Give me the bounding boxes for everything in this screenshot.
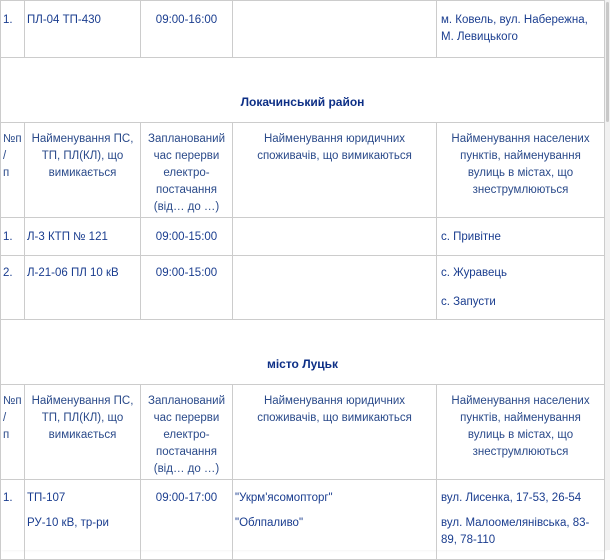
line-name (25, 480, 141, 560)
table-header-row (1, 385, 605, 480)
line-name: Л-3 КТП № 121 (25, 218, 141, 256)
line-name: Л-21-06 ПЛ 10 кВ (25, 256, 141, 320)
header-number (1, 385, 25, 480)
header-text: споживачів, що вимикаються (257, 150, 412, 162)
address-line: с. Запусти (441, 296, 496, 308)
header-address (437, 385, 605, 480)
header-text: Найменування населених (451, 133, 590, 145)
header-text: вулиць в містах, що (467, 167, 574, 179)
scrollbar-thumb[interactable] (606, 2, 609, 122)
header-text: ТП, ПЛ(КЛ), що (41, 412, 124, 424)
section-row (1, 58, 605, 123)
address-line: м. Ковель, вул. Набережна, (441, 14, 588, 26)
row-number: 1. (1, 1, 25, 58)
header-text: вимикається (48, 167, 117, 179)
consumer-name: "Укрм'ясомопторг" (235, 492, 333, 504)
header-line-name (25, 123, 141, 218)
header-text: знеструмлюються (472, 446, 569, 458)
outage-time: 09:00-17:00 (141, 480, 233, 560)
header-text: споживачів, що вимикаються (257, 412, 412, 424)
table-row (1, 218, 605, 256)
line-name-text: РУ-10 кВ, тр-ри (27, 517, 109, 529)
section-title: місто Луцьк (1, 320, 605, 385)
scrollbar[interactable] (605, 0, 610, 550)
header-text: (від… до …) (153, 201, 220, 213)
header-time (141, 385, 233, 480)
header-text: вулиць в містах, що (467, 429, 574, 441)
table-header-row (1, 123, 605, 218)
table-row (1, 256, 605, 320)
address-cell: с. Привітне (437, 218, 605, 256)
header-text: п (3, 429, 10, 441)
header-text: Запланований (148, 395, 225, 407)
line-name-text: ТП-107 (27, 492, 66, 504)
header-text: (від… до …) (153, 463, 220, 475)
header-line-name (25, 385, 141, 480)
header-text: електро- (163, 167, 210, 179)
header-text: пунктів, найменування (460, 412, 581, 424)
consumers-cell (233, 256, 437, 320)
section-title: Локачинський район (1, 58, 605, 123)
header-time (141, 123, 233, 218)
outage-time: 09:00-15:00 (141, 256, 233, 320)
row-number: 1. (1, 480, 25, 560)
header-text: час перерви (153, 150, 220, 162)
outage-time: 09:00-15:00 (141, 218, 233, 256)
address-line: вул. Лисенка, 17-53, 26-54 (441, 492, 582, 504)
header-text: п (3, 167, 10, 179)
outage-time: 09:00-16:00 (141, 1, 233, 58)
header-address (437, 123, 605, 218)
header-text: вимикається (48, 429, 117, 441)
consumers-cell (233, 218, 437, 256)
header-text: Запланований (148, 133, 225, 145)
address-line: с. Журавець (441, 267, 507, 279)
line-name: ПЛ-04 ТП-430 (25, 1, 141, 58)
table-row (1, 480, 605, 560)
address-line: М. Левицького (441, 31, 518, 43)
header-text: знеструмлюються (472, 184, 569, 196)
row-number: 2. (1, 256, 25, 320)
address-cell (437, 1, 605, 58)
section-row (1, 320, 605, 385)
header-text: пунктів, найменування (460, 150, 581, 162)
table-row (1, 1, 605, 58)
header-text: постачання (156, 446, 217, 458)
address-line: 89, 78-110 (441, 534, 496, 546)
consumer-name: "Облпаливо" (235, 517, 304, 529)
row-number: 1. (1, 218, 25, 256)
header-text: Найменування юридичних (263, 133, 406, 145)
address-line: вул. Малоомелянівська, 83- (441, 517, 590, 529)
header-text: постачання (156, 184, 217, 196)
consumers-cell (233, 1, 437, 58)
header-text: №п/ (3, 133, 22, 162)
header-text: Найменування населених (451, 395, 590, 407)
header-number (1, 123, 25, 218)
address-cell (437, 480, 605, 560)
address-cell (437, 256, 605, 320)
header-text: №п/ (3, 395, 22, 424)
header-text: час перерви (153, 412, 220, 424)
header-consumers (233, 123, 437, 218)
consumers-cell (233, 480, 437, 560)
header-text: електро- (163, 429, 210, 441)
header-text: ТП, ПЛ(КЛ), що (41, 150, 124, 162)
header-text: Найменування ПС, (31, 395, 134, 407)
header-text: Найменування юридичних (263, 395, 406, 407)
header-consumers (233, 385, 437, 480)
header-text: Найменування ПС, (31, 133, 134, 145)
